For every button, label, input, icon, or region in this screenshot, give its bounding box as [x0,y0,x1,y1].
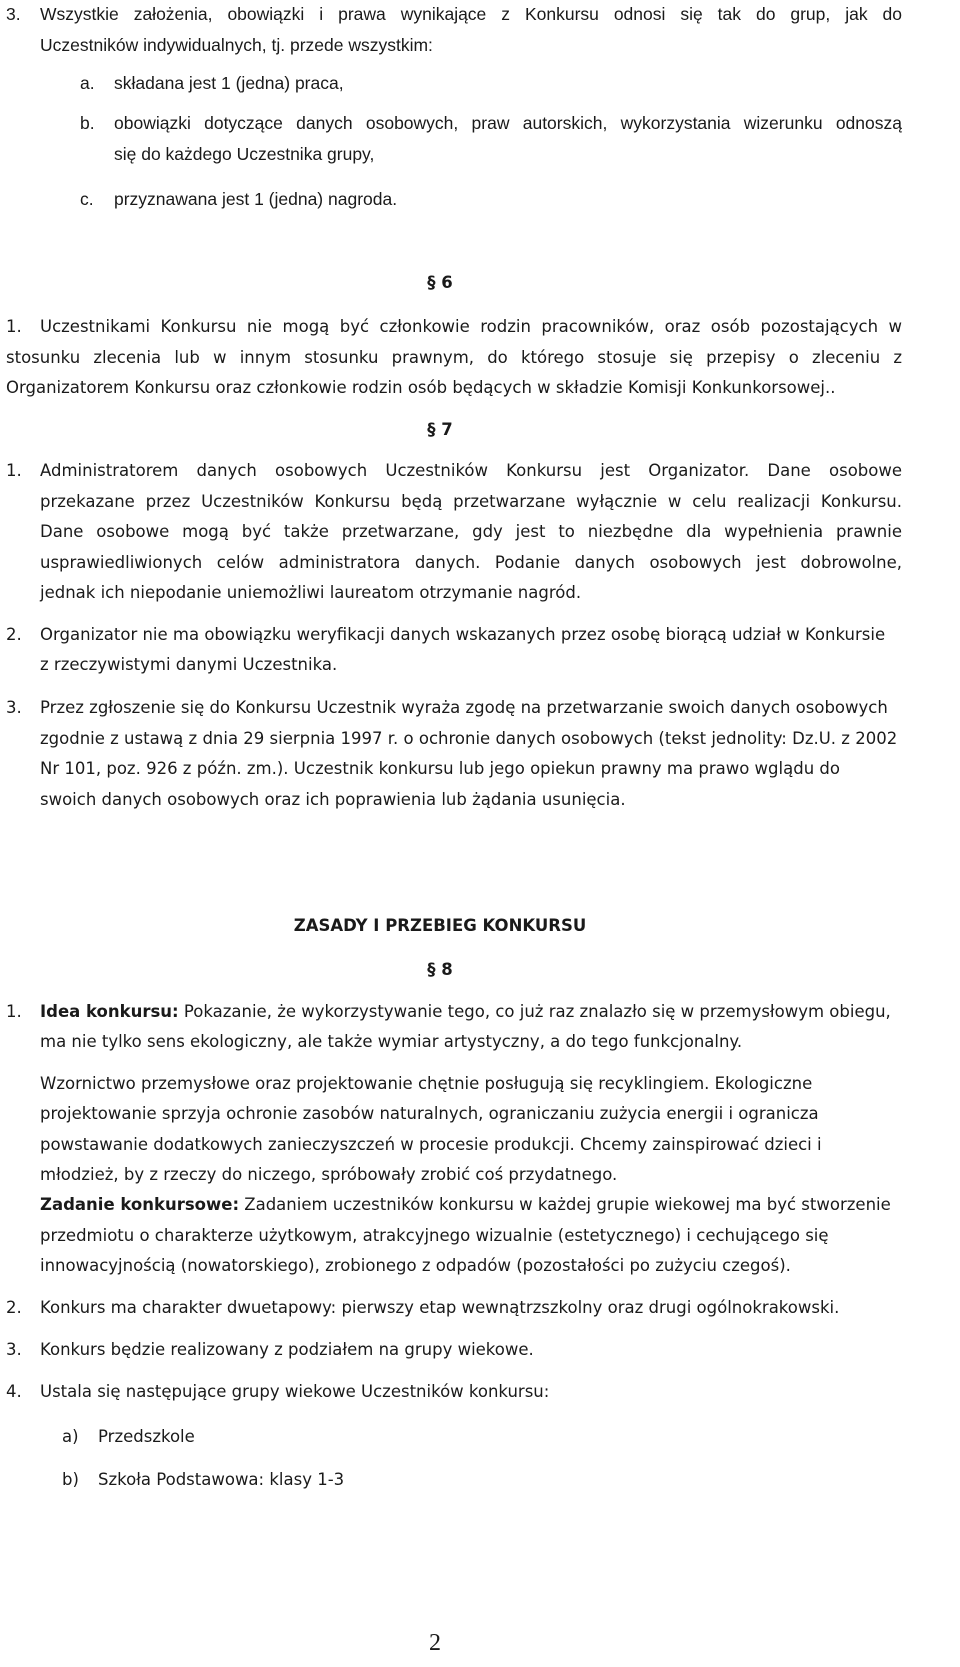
paragraph-line: Organizatorem Konkursu oraz członkowie rodzin osób będących w składzie Komisji Konkunkorsowej.. [6,378,836,397]
paragraph-number: 2. [6,625,22,644]
paragraph-number: 3. [6,1340,22,1359]
paragraph-line: stosunku zlecenia lub w innym stosunku prawnym, do którego stosuje się przepisy o zleceniu z [6,348,902,367]
section-heading: § 8 [427,960,453,979]
paragraph-line: Uczestnikami Konkursu nie mogą być członkowie rodzin pracowników, oraz osób pozostających w [40,317,902,336]
section-heading: § 7 [427,420,453,439]
section-heading: § 6 [427,273,453,292]
chapter-heading: ZASADY I PRZEBIEG KONKURSU [293,916,587,935]
paragraph-line: zgodnie z ustawą z dnia 29 sierpnia 1997 r. o ochronie danych osobowych (tekst jednolity: Dz.U. z 2002 [40,729,898,748]
list-item: Przedszkole [98,1427,195,1446]
paragraph-line: Organizator nie ma obowiązku weryfikacji danych wskazanych przez osobę biorącą udział w Konkursie [40,625,886,644]
list-item: obowiązki dotyczące danych osobowych, praw autorskich, wykorzystania wizerunku odnoszą [114,113,902,133]
paragraph-line: Przez zgłoszenie się do Konkursu Uczestnik wyraża zgodę na przetwarzanie swoich danych osobowych [40,698,888,717]
paragraph-line: przedmiotu o charakterze użytkowym, atrakcyjnego wizualnie (estetycznego) i cechującego się [40,1226,829,1245]
task-text: Zadaniem uczestników konkursu w każdej grupie wiekowej ma być stworzenie [239,1195,891,1214]
paragraph-line: jednak ich niepodanie uniemożliwi laureatom otrzymanie nagród. [40,583,582,602]
paragraph-line: swoich danych osobowych oraz ich poprawienia lub żądania usunięcia. [40,790,626,809]
paragraph-line [40,1001,891,1023]
list-item: Szkoła Podstawowa: klasy 1-3 [98,1470,345,1489]
list-item: przyznawana jest 1 (jedna) nagroda. [114,189,398,209]
paragraph-line: z rzeczywistymi danymi Uczestnika. [40,655,338,674]
list-marker: b. [80,113,95,133]
idea-label: Idea konkursu: [40,1002,179,1021]
task-label: Zadanie konkursowe: [40,1195,240,1214]
list-marker: a) [62,1427,79,1446]
idea-text: Pokazanie, że wykorzystywanie tego, co już raz znalazło się w przemysłowym obiegu, [178,1002,891,1021]
paragraph-line [40,1194,891,1216]
list-marker: b) [62,1470,79,1489]
paragraph-line: młodzież, by z rzeczy do niczego, spróbowały zrobić coś przydatnego. [40,1165,618,1184]
paragraph-number: 2. [6,1298,22,1317]
paragraph-line: usprawiedliwionych celów administratora danych. Podanie danych osobowych jest dobrowolne, [40,553,902,572]
paragraph-line: projektowanie sprzyja ochronie zasobów naturalnych, ograniczaniu zużycia energii i ogranicza [40,1104,819,1123]
paragraph-line: Uczestników indywidualnych, tj. przede wszystkim: [40,35,433,55]
paragraph-line: Konkurs będzie realizowany z podziałem na grupy wiekowe. [40,1340,534,1359]
list-marker: c. [80,189,94,209]
paragraph-line: Wszystkie założenia, obowiązki i prawa wynikające z Konkursu odnosi się tak do grup, jak do [40,4,902,24]
paragraph-line: Administratorem danych osobowych Uczestników Konkursu jest Organizator. Dane osobowe [40,461,902,480]
paragraph-number: 4. [6,1382,22,1401]
paragraph-line: powstawanie dodatkowych zanieczyszczeń w procesie produkcji. Chcemy zainspirować dzieci i [40,1135,822,1154]
paragraph-line: Konkurs ma charakter dwuetapowy: pierwszy etap wewnątrzszkolny oraz drugi ogólnokrakowski. [40,1298,840,1317]
paragraph-line: innowacyjnością (nowatorskiego), zrobionego z odpadów (pozostałości po zużyciu czegoś). [40,1256,791,1275]
paragraph-number: 3. [6,4,21,24]
list-item: składana jest 1 (jedna) praca, [114,73,344,93]
paragraph-number: 1. [6,461,22,480]
paragraph-number: 1. [6,317,22,336]
paragraph-line: ma nie tylko sens ekologiczny, ale także wymiar artystyczny, a do tego funkcjonalny. [40,1032,743,1051]
paragraph-line: Dane osobowe mogą być także przetwarzane, gdy jest to niezbędne dla wypełnienia prawnie [40,522,902,541]
paragraph-number: 3. [6,698,22,717]
paragraph-line: Ustala się następujące grupy wiekowe Uczestników konkursu: [40,1382,550,1401]
paragraph-line: przekazane przez Uczestników Konkursu będą przetwarzane wyłącznie w celu realizacji Konkursu. [40,492,902,511]
paragraph-number: 1. [6,1002,22,1021]
paragraph-line: Nr 101, poz. 926 z późn. zm.). Uczestnik konkursu lub jego opiekun prawny ma prawo wglądu do [40,759,840,778]
paragraph-line: Wzornictwo przemysłowe oraz projektowanie chętnie posługują się recyklingiem. Ekologiczne [40,1074,813,1093]
list-item: się do każdego Uczestnika grupy, [114,144,375,164]
list-marker: a. [80,73,95,93]
page-number: 2 [429,1630,441,1656]
